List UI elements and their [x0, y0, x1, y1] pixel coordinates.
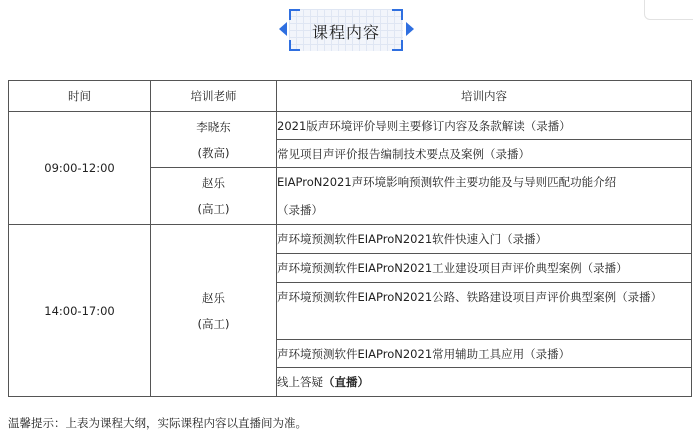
content-item-live-tag: （直播） [323, 375, 369, 389]
corner-bracket-icon [392, 9, 403, 20]
content-item: 常见项目声评价报告编制技术要点及案例（录播） [277, 140, 692, 168]
teacher-name: 李晓东 [196, 119, 231, 134]
content-item: 声环境预测软件EIAProN2021软件快速入门（录播） [277, 225, 692, 254]
section-title: 课程内容 [311, 23, 380, 42]
teacher-cell [151, 112, 277, 168]
content-line: （录播） [277, 203, 323, 217]
content-item [277, 283, 692, 340]
teacher-title: (高工) [197, 316, 230, 331]
session-time: 14:00-17:00 [9, 225, 151, 397]
course-schedule-table [8, 80, 692, 397]
teacher-title: (高工) [197, 202, 230, 216]
table-header-row [9, 81, 692, 112]
corner-card [644, 0, 693, 20]
content-line: 声环境预测软件EIAProN2021公路、铁路建设项目声评价典型案例（录播） [277, 290, 663, 304]
teacher-cell [151, 225, 277, 397]
title-box [289, 9, 403, 51]
content-item: 声环境预测软件EIAProN2021工业建设项目声评价典型案例（录播） [277, 254, 692, 283]
header-content: 培训内容 [277, 81, 692, 112]
header-teacher: 培训老师 [151, 81, 277, 112]
content-item-prefix: 线上答疑 [277, 375, 323, 389]
footer-note: 温馨提示：上表为课程大纲，实际课程内容以直播间为准。 [8, 416, 307, 430]
content-item [277, 168, 692, 225]
teacher-name: 赵乐 [202, 176, 225, 190]
triangle-right-icon [406, 22, 414, 36]
teacher-title: (教高) [197, 145, 230, 160]
header-time: 时间 [9, 81, 151, 112]
teacher-cell [151, 168, 277, 225]
content-line: EIAProN2021声环境影响预测软件主要功能及与导则匹配功能介绍 [277, 175, 617, 189]
section-title-banner [279, 7, 414, 53]
triangle-left-icon [279, 22, 287, 36]
session-time: 09:00-12:00 [9, 112, 151, 225]
corner-bracket-icon [289, 9, 300, 20]
teacher-name: 赵乐 [202, 290, 225, 305]
content-item [277, 368, 692, 397]
content-item: 2021版声环境评价导则主要修订内容及条款解读（录播） [277, 112, 692, 140]
content-item: 声环境预测软件EIAProN2021常用辅助工具应用（录播） [277, 340, 692, 368]
table-row [9, 112, 692, 140]
table-row [9, 225, 692, 254]
